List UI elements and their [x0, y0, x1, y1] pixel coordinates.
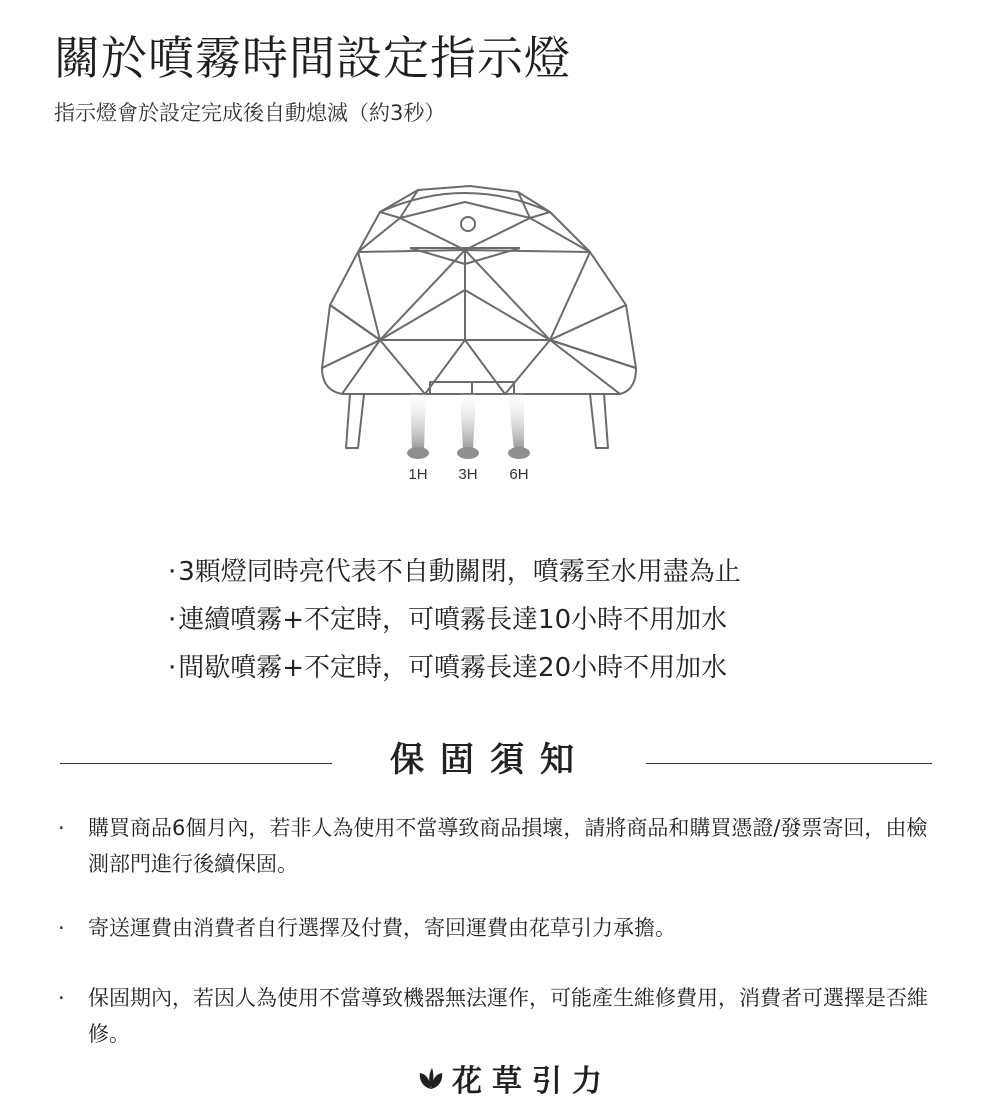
indicator-label-6h: 6H [509, 466, 529, 483]
indicator-light-1h [407, 447, 429, 459]
indicator-label-3h: 3H [458, 466, 478, 483]
bullet-dot: · [58, 816, 65, 840]
list-item [168, 644, 741, 692]
light-beam-1h [410, 394, 426, 450]
warranty-text: 寄送運費由消費者自行選擇及付費，寄回運費由花草引力承擔。 [88, 916, 676, 940]
indicator-light-3h [457, 447, 479, 459]
bullet-dot: · [58, 916, 65, 940]
diffuser-diagram [300, 180, 660, 490]
divider-right [646, 763, 932, 764]
list-item [168, 596, 741, 644]
feature-text: 3顆燈同時亮代表不自動關閉，噴霧至水用盡為止 [178, 557, 741, 587]
bullet-dot: · [58, 986, 65, 1010]
warranty-list [58, 810, 948, 1052]
left-leg [346, 394, 364, 448]
feature-text: 間歇噴霧+不定時，可噴霧長達20小時不用加水 [178, 653, 728, 683]
divider-left [60, 763, 332, 764]
bullet-dot: · [168, 557, 177, 587]
warranty-text: 保固期內，若因人為使用不當導致機器無法運作，可能產生維修費用，消費者可選擇是否維修。 [88, 986, 928, 1046]
feature-list [168, 548, 741, 692]
list-item [58, 980, 948, 1052]
light-beam-6h [508, 394, 524, 450]
indicator-light-6h [508, 447, 530, 459]
warranty-text: 購買商品6個月內，若非人為使用不當導致商品損壞，請將商品和購買憑證/發票寄回，由檢測部門進行後續保固。 [88, 816, 928, 876]
indicator-label-1h: 1H [408, 466, 428, 483]
feature-text: 連續噴霧+不定時，可噴霧長達10小時不用加水 [178, 605, 728, 635]
top-hole [461, 217, 475, 231]
list-item [58, 910, 948, 946]
light-beam-3h [460, 394, 476, 450]
brand-name: 花草引力 [452, 1064, 612, 1099]
list-item [58, 810, 948, 882]
page-title: 關於噴霧時間設定指示燈 [54, 31, 571, 85]
leaf-logo-icon [418, 1065, 444, 1091]
brand-logo [418, 1054, 612, 1102]
bullet-dot: · [168, 653, 177, 683]
warranty-title: 保固須知 [390, 740, 590, 780]
list-item [168, 548, 741, 596]
bullet-dot: · [168, 605, 177, 635]
right-leg [590, 394, 608, 448]
page-subtitle: 指示燈會於設定完成後自動熄滅（約3秒） [54, 101, 446, 125]
